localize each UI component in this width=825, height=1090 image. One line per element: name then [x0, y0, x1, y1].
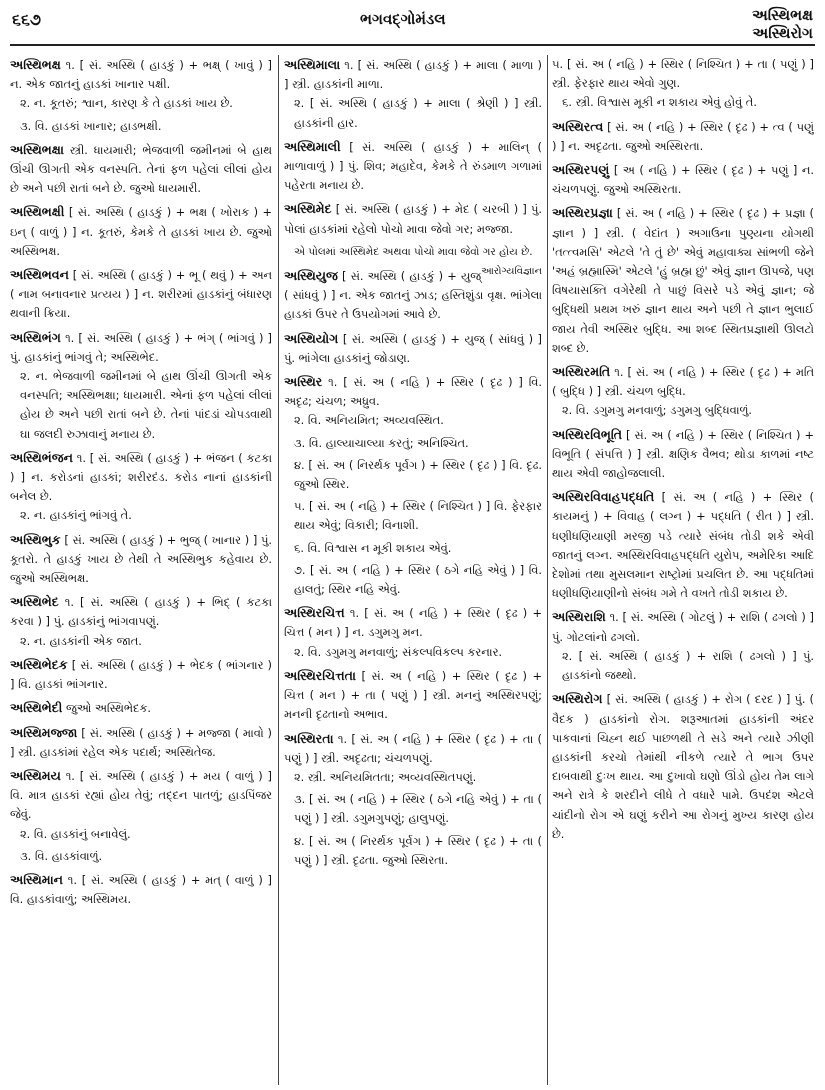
column-1 — [10, 55, 272, 1085]
column-divider — [547, 55, 548, 1085]
entry-definition: ૧. [ સં. અસ્થિ ( હાડકું ) + ભક્ષ્ ( ખાવું ) ] ન. એક જાતનું હાડકાં ખાનાર પક્ષી. — [10, 58, 272, 92]
entry-definition: ૧. [ સં. અસ્થિ ( હાડકું ) + ભંગ્ ( ભાંગવું ) ] પું. હાડકાંનું ભાંગવું તે; અસ્થિભેદ. — [10, 330, 272, 364]
entry-definition: [ સં. અસ્થિ ( હાડકું ) + યુજ્ ( સાંધવું ) ] પું. ભાંગેલા હાડકાંનું જોડાણ. — [284, 331, 542, 365]
dictionary-entry — [10, 55, 272, 136]
entry-headword: અસ્થિયોગ — [284, 330, 339, 346]
dictionary-entry — [552, 425, 814, 484]
guide-word-last: અસ્થિરોગ — [752, 24, 813, 42]
entry-definition: ૫. [ સં. અ ( નહિ ) + સ્થિર ( નિશ્ચિત ) + તા ( પણું ) ] સ્ત્રી. ફેરફાર થાય એવો ગુણ. — [552, 57, 814, 91]
entry-headword: અસ્થિરચિત્તતા — [284, 667, 356, 683]
entry-headword: અસ્થિરોગ — [552, 691, 603, 707]
entry-definition: [ સં. અસ્થિ ( હાડકું ) + ભેદક ( ભાંગનાર ) ] વિ. હાડકાં ભાંગનાર. — [10, 657, 272, 692]
entry-definition: [ સં. અસ્થિ ( હાડકું ) + રોગ ( દરદ ) ] પું. ( વૈદક ) હાડકાંનો રોગ. શરૂઆતમાં હાડકાંની અંદર પાકવાનાં ચિહ્ન થઈ પાછળથી તે સડે અને ત્યારે ઝીણી હાડકાંની કરચો તેમાંથી નીકળે ત્યારે તે ભાગ ઉપર દાબવાથી દુઃખ થાય. આ દુખાવો ઘણો ઊંડો હોય તેમ લાગે અને રાત્રે કે શરદીને લીધે તે વધારે પામે. ઉપદંશ એટલે ચાંદીનો રોગ એ ઘણું કરીને આ રોગનું મુખ્ય કારણ હોય છે. — [552, 692, 814, 841]
entry-headword: અસ્થિરાશિ — [552, 609, 606, 625]
dictionary-entry — [284, 729, 542, 870]
column-3 — [552, 55, 814, 1085]
entry-headword: અસ્થિભેદ — [10, 594, 59, 610]
entry-headword: અસ્થિરતા — [284, 730, 334, 746]
dictionary-entry — [10, 328, 272, 444]
dictionary-entry — [284, 666, 542, 725]
dictionary-entry — [10, 265, 272, 324]
dictionary-entry — [552, 487, 814, 603]
entry-headword: અસ્થિમેદ — [284, 201, 332, 217]
entry-definition: [ સં. અ ( નહિ ) + સ્થિર ( દૃઢ ) + ત્વ ( પણું ) ] ન. અદૃઢતા. જુઓ અસ્થિરતા. — [552, 119, 814, 153]
entry-headword: અસ્થિભેદક — [10, 656, 68, 672]
dictionary-entry — [10, 140, 272, 199]
entry-headword: અસ્થિમજ્જા — [10, 724, 78, 740]
entry-definition: ૧. [ સં. અ ( નહિ ) + સ્થિર ( દૃઢ ) ] વિ. અદૃઢ; ચંચળ; અધ્રુવ. — [284, 375, 542, 409]
entry-definition: [ સં. અસ્થિ ( હાડકું ) + માલિન્ ( માળાવાળું ) ] પું. શિવ; મહાદેવ, કેમકે તે રુંડમાળ ગળામાં પહેરતા મનાય છે. — [284, 139, 542, 193]
entry-definition: ૧. [ સં. અ ( નહિ ) + સ્થિર ( દૃઢ ) + મતિ ( બુદ્ધિ ) ] સ્ત્રી. ચંચળ બુદ્ધિ. — [552, 365, 814, 399]
dictionary-entry — [10, 870, 272, 909]
entry-headword: અસ્થિભુક — [10, 531, 61, 547]
entry-definition: ૨. ન. હાડકાંનું ભાંગવું તે. — [20, 508, 132, 523]
entry-definition: ૨. ન. ભેજવાળી જમીનમાં બે હાથ ઊંચી ઊગતી એક વનસ્પતિ; અસ્થિભક્ષા; ધાયમારી. એનાં ફળ પહેલાં લીલાં હોય છે અને પછી રાતાં બને છે. તેનાં પાંદડાં ચોપડવાથી ઘા જલદી રુઝાવાનું મનાય છે. — [20, 369, 272, 441]
entry-definition: [ સં. અસ્થિ ( હાડકું ) + ભુજ્ ( ખાનાર ) ] પું. કૂતરો. તે હાડકું ખાય છે તેથી તે અસ્થિભુક કહેવાય છે. જુઓ અસ્થિભક્ષ. — [10, 532, 272, 586]
entry-headword: અસ્થિભક્ષી — [10, 204, 65, 220]
entry-headword: અસ્થિરમતિ — [552, 364, 611, 380]
dictionary-entry — [10, 655, 272, 694]
entry-headword: અસ્થિરત્વ — [552, 118, 604, 134]
entry-definition: ૧. [ સં. અસ્થિ ( હાડકું ) + મત્ ( વાળું ) ] વિ. હાડકાંવાળું; અસ્થિમય. — [10, 872, 272, 907]
entry-definition: ૪. [ સં. અ ( નિરર્થક પૂર્વગ ) + સ્થિર ( દૃઢ ) ] વિ. દૃઢ. જુઓ સ્થિર. — [294, 457, 542, 492]
entry-definition: ૧. [ સં. અ ( નહિ ) + સ્થિર ( દૃઢ ) + ચિત્ત ( મન ) ] ન. ડગુમગુ મન. — [284, 606, 542, 640]
entry-definition: ૭. [ સં. અ ( નહિ ) + સ્થિર ( ઠગે નહિ એવું ) ] વિ. હાલતું; સ્થિર નહિ એવું. — [294, 562, 542, 597]
entry-definition: [ સં. અ ( નહિ ) + સ્થિર ( નિશ્ચિત ) + વિભૂતિ ( સંપત્તિ ) ] સ્ત્રી. ક્ષણિક વૈભવ; થોડા કાળમાં નષ્ટ થાય એવી જાહોજલાલી. — [552, 427, 814, 481]
dictionary-entry — [552, 689, 814, 844]
dictionary-entry — [10, 530, 272, 589]
dictionary-entry — [10, 448, 272, 526]
entry-definition: [ સં. અસ્થિ ( હાડકું ) + યુજ્ ( સાંધવું ) ] ન. એક જાતનું ઝાડ; હસ્તિશુંડા વૃક્ષ. ભાંગેલા હાડકાં ઉપર તે ઉપયોગમાં આવે છે. — [284, 269, 542, 322]
entry-headword: અસ્થિમય — [10, 767, 61, 783]
entry-definition: ૨. વિ. હાડકાંનું બનાવેલું. — [20, 826, 131, 841]
dictionary-entry — [284, 137, 542, 196]
running-title: ભગવદ્ગોમંડલ — [360, 10, 446, 28]
entry-definition: જુઓ અસ્થિભેદક. — [65, 701, 151, 716]
entry-definition: ૨. ન. કૂતરું; શ્વાન, કારણ કે તે હાડકાં ખાય છે. — [20, 96, 233, 111]
entry-definition: ૩. વિ. હાડકાં ખાનાર; હાડભક્ષી. — [20, 118, 162, 133]
entry-definition: [ અ ( નહિ ) + સ્થિર ( દૃઢ ) + પણું ] ન. ચંચળપણું. જુઓ અસ્થિરતા. — [552, 163, 814, 197]
entry-definition: ૧. [ સં. અસ્થિ ( હાડકું ) + માલા ( માળા ) ] સ્ત્રી. હાડકાંની માળા. — [284, 58, 542, 92]
entry-definition: ૬. સ્ત્રી. વિશ્વાસ મૂકી ન શકાય એવું હોવું તે. — [562, 95, 757, 110]
entry-headword: અસ્થિભંગ — [10, 329, 61, 345]
column-divider — [278, 55, 279, 1085]
entry-headword: અસ્થિભક્ષ — [10, 57, 61, 72]
entry-headword: અસ્થિભેદી — [10, 700, 63, 716]
entry-definition: ૨. ન. હાડકાંની એક જાત. — [20, 633, 142, 648]
quote-source: આરોગ્યવિજ્ઞાન — [481, 266, 542, 278]
entry-definition: ૨. વિ. ડગુમગુ મનવાળું; ડગુમગુ બુદ્ધિવાળું. — [562, 403, 753, 418]
entry-headword: અસ્થિયુજ — [284, 268, 338, 284]
page-number: ૬૬૭ — [12, 10, 42, 29]
entry-definition: [ સં. અસ્થિ ( હાડકું ) + ભક્ષ ( ખોરાક ) + ઇન્ ( વાળું ) ] ન. કૂતરું, કેમકે તે હાડકાં ખાય છે. જુઓ અસ્થિભક્ષ. — [10, 205, 272, 258]
dictionary-entry — [552, 607, 814, 685]
entry-definition: ૧. [ સં. અસ્થિ ( હાડકું ) + મય ( વાળું ) ] વિ. માત્ર હાડકાં રહ્યાં હોય તેવું; તદ્દન પાતળું; હાડપિંજર જેવું. — [10, 768, 272, 822]
dictionary-entry — [552, 203, 814, 358]
dictionary-entry — [552, 160, 814, 199]
entry-headword: અસ્થિર — [284, 374, 323, 390]
column-2 — [284, 55, 542, 1085]
entry-definition: ૧. [ સં. અસ્થિ ( ગોટલું ) + રાશિ ( ઢગલો ) ] પું. ગોટલાંનો ઢગલો. — [552, 610, 814, 644]
entry-definition: [ સં. અસ્થિ ( હાડકું ) + ભૂ ( થવું ) + અન ( નામ બનાવનાર પ્રત્યય ) ] ન. શરીરમાં હાડકાંનું બંધારણ થવાની ક્રિયા. — [10, 268, 272, 321]
entry-definition: ૫. [ સં. અ ( નહિ ) + સ્થિર ( નિશ્ચિત ) ] વિ. ફેરફાર થાય એવું; વિકારી; વિનાશી. — [294, 499, 542, 533]
entry-definition: [ સં. અસ્થિ ( હાડકું ) + મેદ ( ચરબી ) ] પું. પોલાં હાડકાંમાં રહેલો પોચો માવા જેવો ગર; મજ્જા. — [284, 202, 542, 236]
entry-definition: ૩. વિ. હાડકાંવાળું. — [20, 848, 103, 863]
dictionary-entry — [284, 55, 542, 133]
dictionary-entry — [10, 766, 272, 866]
entry-headword: અસ્થિભવન — [10, 267, 69, 283]
entry-definition: ૨. વિ. ડગુમગુ મનવાળું; સંકલ્પવિકલ્પ કરનાર. — [294, 644, 503, 659]
entry-headword: અસ્થિરપ્રજ્ઞા — [552, 205, 613, 221]
dictionary-entry — [10, 698, 272, 718]
dictionary-entry — [284, 372, 542, 599]
dictionary-entry — [10, 592, 272, 651]
entry-definition: ૨. સ્ત્રી. અનિયમિતતા; અવ્યવસ્થિતપણું. — [294, 769, 477, 784]
entry-definition: ૨. [ સં. અસ્થિ ( હાડકું ) + રાશિ ( ઢગલો ) ] પું. હાડકાંનો જથ્થો. — [562, 648, 814, 683]
dictionary-entry — [552, 55, 814, 113]
quote-text: એ પોલમાં અસ્થિમેદ અથવા પોચો માવા જેવો ગર હોય છે. — [294, 245, 533, 258]
entry-definition: ૩. વિ. હાલ્યાચાલ્યા કરતું; અનિશ્ચિત. — [294, 435, 469, 450]
entry-headword: અસ્થિમાલી — [284, 138, 341, 154]
dictionary-entry — [552, 117, 814, 156]
entry-headword: અસ્થિરચિત્ત — [284, 605, 345, 621]
entry-headword: અસ્થિરપણું — [552, 162, 610, 178]
entry-definition: ૧. [ સં. અસ્થિ ( હાડકું ) + ભંજન ( કટકા ) ] ન. કરોડનાં હાડકાં; શરીરદંડ. કરોડ નાનાં હાડકાંની બનેલ છે. — [10, 450, 272, 504]
entry-headword: અસ્થિભક્ષા — [10, 141, 64, 157]
entry-headword: અસ્થિમાલા — [284, 57, 341, 72]
header-rule — [10, 44, 815, 46]
entry-definition: ૨. વિ. અનિયમિત; અવ્યવસ્થિત. — [294, 413, 444, 428]
dictionary-entry — [284, 199, 542, 238]
dictionary-entry — [10, 202, 272, 261]
entry-headword: અસ્થિરવિવાહપદ્ધતિ — [552, 489, 655, 505]
entry-definition: ૪. [ સં. અ ( નિરર્થક પૂર્વગ ) + સ્થિર ( દૃઢ ) + તા ( પણું ) ] સ્ત્રી. દૃઢતા. જુઓ સ્થિરતા. — [294, 833, 542, 867]
page-header — [0, 0, 825, 52]
entry-definition: ૬. વિ. વિશ્વાસ ન મૂકી શકાય એવું. — [294, 540, 452, 555]
entry-definition: ૨. [ સં. અસ્થિ ( હાડકું ) + માલા ( શ્રેણી ) ] સ્ત્રી. હાડકાંની હાર. — [294, 96, 542, 130]
dictionary-entry — [552, 362, 814, 421]
dictionary-entry — [284, 329, 542, 368]
entry-definition: [ સં. અ ( નહિ ) + સ્થિર ( દૃઢ ) + પ્રજ્ઞા ( જ્ઞાન ) ] સ્ત્રી. ( વેદાંત ) અગાઉના પુણ્યના યોગથી 'તત્ત્વમસિ' એટલે 'તે તું છે' એવું મહાવાક્ય સાંભળી જેને 'અહં બ્રહ્માસ્મિ' એટલે 'હું બ્રહ્મ છું' એવું જ્ઞાન ઊપજે, પણ વિષયાસક્તિ વગેરેથી તે પાછું વિસરે પડે એવું જ્ઞાન; જે બુદ્ધિથી પ્રથમ ખરું જ્ઞાન થાય અને પછી તે જ્ઞાન ભુલાઈ જાય તેવી અસ્થિર બુદ્ધિ. આ શબ્દ સ્થિતપ્રજ્ઞાથી ઊલટો શબ્દ છે. — [552, 206, 814, 355]
guide-word-first: અસ્થિભક્ષ — [751, 6, 813, 24]
entry-definition: [ સં. અ ( નહિ ) + સ્થિર ( દૃઢ ) + ચિત્ત ( મન ) + તા ( પણું ) ] સ્ત્રી. મનનું અસ્થિરપણું; મનની દૃઢતાનો અભાવ. — [284, 668, 542, 722]
entry-headword: અસ્થિભંજન — [10, 449, 73, 465]
entry-definition: સ્ત્રી. ધાયમારી; ભેજવાળી જમીનમાં બે હાથ ઊંચી ઊગતી એક વનસ્પતિ. તેનાં ફળ પહેલાં લીલાં હોય છે અને પછી રાતાં બને છે. જુઓ ધાયમારી. — [10, 142, 272, 196]
dictionary-entry — [284, 603, 542, 662]
guide-words — [752, 6, 813, 42]
entry-definition: ૩. [ સં. અ ( નહિ ) + સ્થિર ( ઠગે નહિ એવું ) + તા ( પણું ) ] સ્ત્રી. ડગુમગુપણું; હાલુપણું. — [294, 792, 542, 826]
entry-definition: [ સં. અસ્થિ ( હાડકું ) + મજ્જા ( માવો ) ] સ્ત્રી. હાડકાંમાં રહેલ એક પદાર્થ; અસ્થિતેજ. — [10, 725, 272, 759]
entry-definition: ૧. [ સં. અસ્થિ ( હાડકું ) + ભિદ્ ( કટકા કરવા ) ] પું. હાડકાંનું ભાંગવાપણું. — [10, 595, 272, 629]
entry-headword: અસ્થિરવિભૂતિ — [552, 426, 622, 442]
entry-definition: ૧. [ સં. અ ( નહિ ) + સ્થિર ( દૃઢ ) + તા ( પણું ) ] સ્ત્રી. અદૃઢતા; ચંચળપણું. — [284, 731, 542, 765]
entry-definition: [ સં. અ ( નહિ ) + સ્થિર ( કાયમનું ) + વિવાહ ( લગ્ન ) + પદ્ધતિ ( રીત ) ] સ્ત્રી. ધણીધણિયાણી મરજી પડે ત્યારે સંબંધ તોડી શકે એવી જાતનું લગ્ન. અસ્થિરવિવાહપદ્ધતિ યુરોપ, અમેરિકા આદિ દેશોમાં તથા મુસલમાન રાષ્ટ્રોમાં પ્રચલિત છે. આ પદ્ધતિમાં ધણીધણિયાણીનો સંબંધ ગમે તે વખતે તોડી શકાય છે. — [552, 490, 814, 601]
entry-headword: અસ્થિમાન — [10, 871, 63, 887]
dictionary-entry — [10, 723, 272, 762]
